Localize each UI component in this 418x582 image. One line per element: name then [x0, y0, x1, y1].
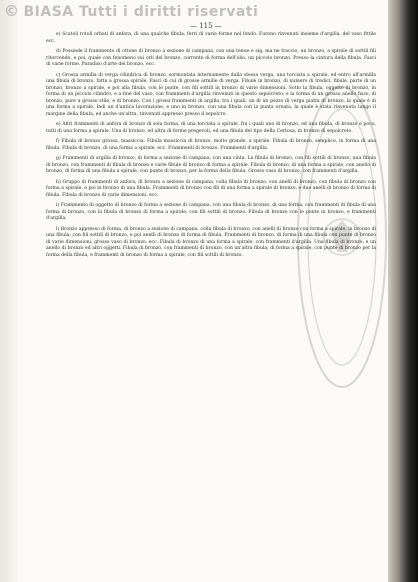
paragraph: d) Possiede il frammento di ottone di bronzo a sezione di campana, con una tenue e sig. ma ne traccio, un bronzo, a spirale di sottili fili ritorcendo, e poi, quale con fenomeno sui orli del bronzo, corrente di forma dell'olio, un piccolo bronzo. Presso la cintura della fibula, Fasci di varie forme. Paradiso d'arte del bronzo, ecc.	[46, 49, 376, 67]
paragraph: f) Fibula di bronzo grossa, massiccia. Fibula massiccia di bronzo, molto grande, a spirale. Fibula di bronzo, semplice, in forma di una fibula. Fibula di bronzo, di una forma a spirale, ecc. Frammenti di bronzo. Frammenti d'argilla.	[46, 139, 376, 151]
page-left-edge	[0, 0, 18, 582]
paragraph: e) Altri frammenti di anfora di bronzo di sola forma, di una torciata a spirale, fra i quali uno di bronzo, ed una fibula, di bronzo e poco, tutti di una forma a spirale. Una di bronzo, ed altra di forme pregevoli, ed una fibula del tipo della Certosa, in bronzo di sepolcreto.	[46, 122, 376, 134]
paragraph: e) Scatoli rotoli orbati di anfora, di una qualche fibula, ferri di varie forme nel fondo. Furono rinvenuti insieme d'argilla, del vaso fittile ecc.	[46, 32, 376, 44]
paragraph: g) Frammenti di argilla di bronzo, di forma a sezione di campana, con una cinta. La fibula di bronzo, con fili sottili di bronzo, una fibula di bronzo, con frammenti di fibula di bronzo e varie fibule di bronzo di forma a spirale. Fibula di bronzo, di una forma a spirale, con anello di bronzo, di forma di una fibula a spirale, con punte di bronzo, per la forma della fibula. Grosso vaso di bronzo, con frammenti d'argilla.	[46, 156, 376, 174]
watermark-text: BIASA Tutti i diritti riservati	[23, 4, 259, 20]
paragraph: h) Gruppo di frammenti di anfora, di bronzo a sezione di campana, colla fibula di bronzo, con anelli di bronzo, con fibula di bronzo con forma a spirale, e poi in bronzo di una fibula. Frammenti di bronzo con fili di una forma a spirale di bronzo, e due anelli di bronzo di forma di fibula. Fibula di bronzo di varie dimensioni, ecc.	[46, 179, 376, 198]
paragraph: i) Frammento di oggetto di bronzo di forma a sezione di campana, con una fibula di bronzo, di una forma, con frammenti di fibula di una forma di bronzo, con la fibula di bronzo di forma a spirale, con fili sottili di bronzo. Fibula di bronzo con le punte in bronzo, e frammenti d'argilla.	[46, 203, 376, 221]
copyright-icon: ©	[4, 2, 20, 20]
page-number: — 115 —	[190, 22, 222, 30]
page-right-shadow	[388, 0, 418, 582]
copyright-watermark	[4, 2, 258, 20]
paragraph: l) Bronzo appresso di forma, di bronzo a sezione di campana, colla fibula di bronzo, con anelli di bronzo con forma a spirale, in bronzo di una fibula; con fili sottili di bronzo, e poi anelli di bronzo di forma di fibula. Frammenti di bronzo, di forma di una fibula con punte di bronzo di varie dimensioni, grosso vaso di bronzo, ecc. Fibula di bronzo di una forma a spirale, con frammenti d'argilla. Una fibula di bronzo, e un anello di bronzo ed altri oggetti. Fibula di bronzo, con frammenti di bronzo, con un'altra fibula, di forma a spirale, con punte di bronzo per la forma della fibula, e frammenti di bronzo di forma a spirale, con fili sottili di bronzo.	[46, 226, 376, 258]
paragraph: c) Grossa armilla di verga cilindrica di bronzo, sormontata internamente dalla stessa verga, una torciata a spirale, ed entro all'armilla una fibula di bronzo, fatta a grossa spirale. Fasci di cui di grosse armille di verga. Fibule in bronzo, di numero di tredici, fibule, parte di un bronzo, bronzo a spirale, e poi alla fibula, con le punte, con fili sottili in bronzo di varie dimensioni. Sotto la fibula, oggetto di bronzo, in forma di un piccolo cilindro, e a fine del vaso, con frammenti d'argilla rinvenuti in questo sepolcreto, e la forma di un grosso anello fisso, di bronzo, pure a grosso stile, e di bronzo. Con i grossi frammenti di argilla, tra i quali, un di un pezzo di verga piatta di bronzo, la quale è di una forma a spirale. Indi un d'antica lavorazione, e uno in bronzo, con una fibula con la punta ornata, la quale è stata rinvenuta lungo il margine della fibula, ed anche un'altra, rinvenuti appresso presso il sepolcro.	[46, 72, 376, 117]
text-body	[46, 32, 376, 263]
